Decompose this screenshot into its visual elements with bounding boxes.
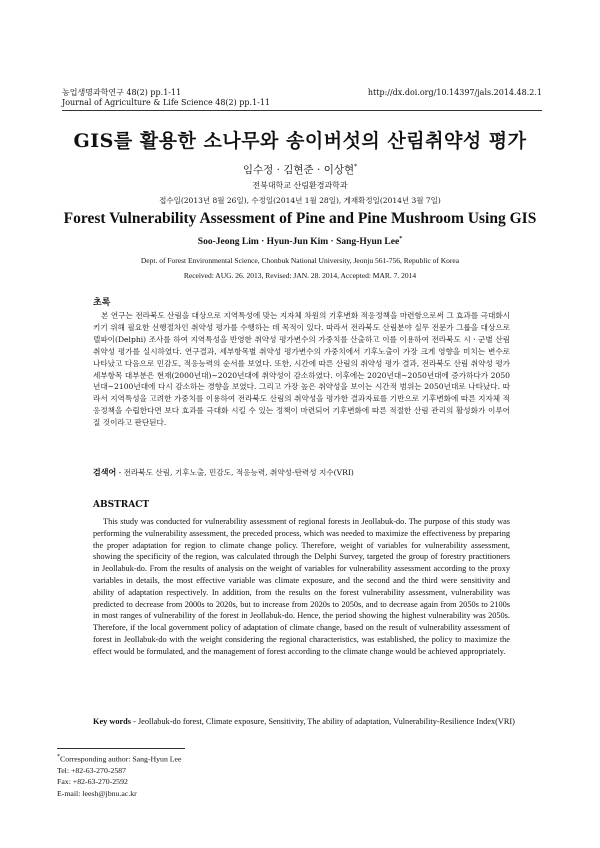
footnote-corresponding [57, 752, 181, 765]
abstract-en-body: This study was conducted for vulnerability assessment of regional forests in Jeollabuk-do. The purpose of this study was performing the vulnerability assessment, the preceded process, which was needed to maximize the effectiveness by preparing the proper adaptation for region to climate change policy. Therefore, weight of variables for vulnerability assessment, showing the specificity of the region, was calculated through the Delphi Survey, targeted the group of forestry practitioners in Jeollabuk-do. From the results of analysis on the weight of variables for vulnerability assessment according to the proxy variables in details, the most effective variable was climate exposure, and the second and the third were sensitivity and ability of adaptation respectively. In addition, from the results on the forest vulnerability assessment, vulnerability was predicted to decrease from 2000s to 2020s, but to increase from 2020s to 2050s, and to decrease again from 2050s to 2100s in most ranges of vulnerability of the forest in Jeollabuk-do. Hence, the period showing the highest vulnerability was 2050s. Therefore, if the local government policy of adaptation of climate change, based on the result of vulnerability assessment of forest in Jeollabuk-do with the weight considering the regional characteristics, was established, the policy to maximize the effect would be formulated, and the management of forest according to the climate change would be achieved appropriately. [93, 517, 510, 656]
doi-link[interactable]: http://dx.doi.org/10.14397/jals.2014.48.2.1 [367, 88, 542, 97]
footnote-fax: Fax: +82-63-270-2592 [57, 777, 128, 787]
dates-kr: 접수일(2013년 8월 26일), 수정일(2014년 1월 28일), 게재확정일(2014년 3월 7일) [159, 196, 441, 205]
footnote-rule [57, 748, 185, 749]
abstract-kr-body: 본 연구는 전라북도 산림을 대상으로 지역특성에 맞는 지자체 차원의 기후변화 적응정책을 마련함으로써 그 효과를 극대화시키기 위해 필요한 선행절차인 취약성 평가를 수행하는 데 목적이 있다. 따라서 전라북도 산림분야 실무 전문가 그룹을 대상으로 델파이(Delphi) 조사를 하여 지역특성을 반영한 취약성 평가변수의 가중치를 산출하고 이를 이용하여 전라북도 시ㆍ군별 산림 취약성 평가를 실시하였다. 연구결과, 세부항목별 취약성 평가변수의 가중치에서 기후노출이 가장 크게 영향을 미치는 변수로 나타났고 다음으로 민감도, 적응능력의 순서를 보였다. 또한, 시간에 따른 산림의 취약성 평가 결과, 전라북도 산림 취약성 평가 세부항목 대부분은 현재(2000년대)∼2020년대에 취약성이 감소하였다. 이후에는 2020년대∼2050년대에 증가하다가 2050년대∼2100년대에 다시 감소하는 경향을 보였다. 그리고 가장 높은 취약성을 보이는 시간적 범위는 2050년대로 나타났다. 따라서 지역특성을 고려한 가중치를 이용하여 전라북도 산림의 취약성을 평가한 결과자료를 기반으로 기후변화에 따른 지자체 적응정책을 수립한다면 보다 효과를 극대화 시킬 수 있는 정책이 마련되어 기후변화에 따른 적절한 산림 관리의 활성화가 이루어질 것이라고 판단된다. [93, 311, 510, 428]
footnote-email[interactable]: E-mail: leesh@jbnu.ac.kr [57, 788, 137, 798]
affiliation-en: Dept. of Forest Environmental Science, Chonbuk National University, Jeonju 561-756, Republic of Korea [140, 256, 460, 265]
keywords-kr-label: 검색어 [93, 467, 117, 477]
keywords-kr [93, 467, 354, 478]
footnote [57, 752, 181, 799]
abstract-en-heading: ABSTRACT [93, 500, 150, 510]
journal-citation-kr: 농업생명과학연구 48(2) pp.1-11 [62, 88, 182, 97]
title-en: Forest Vulnerability Assessment of Pine and Pine Mushroom Using GIS [63, 210, 537, 227]
corresponding-mark-en: * [399, 236, 403, 242]
keywords-en [93, 716, 518, 727]
title-kr: GIS를 활용한 소나무와 송이버섯의 산림취약성 평가 [73, 130, 527, 152]
authors-en [0, 236, 600, 247]
abstract-kr-heading: 초록 [93, 298, 111, 308]
affiliation-kr: 전북대학교 산림환경과학과 [252, 181, 348, 190]
corresponding-mark-kr: * [354, 163, 358, 171]
dates-en: Received: AUG. 26. 2013, Revised: JAN. 28. 2014, Accepted: MAR. 7. 2014 [183, 271, 417, 280]
running-header-en [62, 98, 542, 108]
header-rule [62, 110, 542, 111]
authors-kr [0, 162, 600, 177]
footnote-tel: Tel: +82-63-270-2587 [57, 766, 127, 775]
authors-en-text: Soo-Jeong Lim · Hyun-Jun Kim · Sang-Hyun Lee [197, 237, 400, 248]
keywords-en-label: Key words [93, 717, 132, 726]
corresponding-author: Corresponding author: Sang-Hyun Lee [60, 754, 182, 764]
keywords-en-text: - Jeollabuk-do forest, Climate exposure, Sensitivity, The ability of adaptation, Vulnerability-Resilience Index(VRI) [131, 717, 515, 726]
authors-kr-text: 임수정 · 김현준 · 이상현 [242, 164, 355, 176]
footnote-mark: * [57, 754, 60, 760]
running-header [62, 88, 542, 98]
keywords-kr-text: - 전라북도 산림, 기후노출, 민감도, 적응능력, 취약성-탄력성 지수(VRI) [116, 468, 354, 477]
journal-citation-en: Journal of Agriculture & Life Science 48(2) pp.1-11 [62, 98, 271, 107]
